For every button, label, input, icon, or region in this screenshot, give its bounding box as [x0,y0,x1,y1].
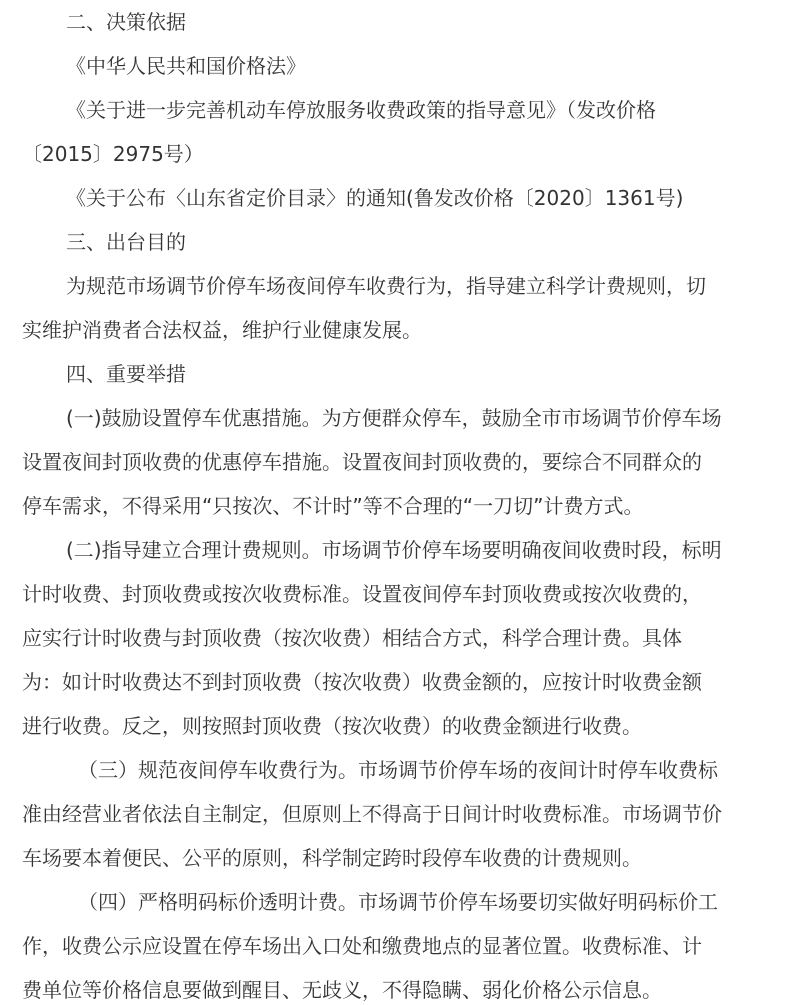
measure-three-line: （三）规范夜间停车收费行为。市场调节价停车场的夜间计时停车收费标 [78,758,718,782]
reference-parking-guidance-number: 〔2015〕2975号） [22,142,204,166]
section-heading-measures: 四、重要举措 [66,362,186,386]
measure-two-line: 应实行计时收费与封顶收费（按次收费）相结合方式，科学合理计费。具体 [22,626,682,650]
measure-two-line: 进行收费。反之，则按照封顶收费（按次收费）的收费金额进行收费。 [22,714,642,738]
measure-four-line: 费单位等价格信息要做到醒目、无歧义，不得隐瞒、弱化价格公示信息。 [22,978,662,1002]
measure-one-line: 停车需求，不得采用“只按次、不计时”等不合理的“一刀切”计费方式。 [22,494,644,518]
measure-three-line: 车场要本着便民、公平的原则，科学制定跨时段停车收费的计费规则。 [22,846,642,870]
reference-shandong-catalog: 《关于公布〈山东省定价目录〉的通知(鲁发改价格〔2020〕1361号) [66,186,684,210]
purpose-paragraph-line: 为规范市场调节价停车场夜间停车收费行为，指导建立科学计费规则，切 [66,274,706,298]
measure-three-line: 准由经营业者依法自主制定，但原则上不得高于日间计时收费标准。市场调节价 [22,802,722,826]
measure-two-line: 为：如计时收费达不到封顶收费（按次收费）收费金额的，应按计时收费金额 [22,670,702,694]
section-heading-purpose: 三、出台目的 [66,230,186,254]
purpose-paragraph-line: 实维护消费者合法权益，维护行业健康发展。 [22,318,422,342]
measure-four-line: 作，收费公示应设置在停车场出入口处和缴费地点的显著位置。收费标准、计 [22,934,702,958]
measure-one-line: 设置夜间封顶收费的优惠停车措施。设置夜间封顶收费的，要综合不同群众的 [22,450,702,474]
measure-one-line: (一)鼓励设置停车优惠措施。为方便群众停车，鼓励全市市场调节价停车场 [66,406,722,430]
measure-four-line: （四）严格明码标价透明计费。市场调节价停车场要切实做好明码标价工 [78,890,718,914]
reference-parking-guidance: 《关于进一步完善机动车停放服务收费政策的指导意见》（发改价格 [66,98,656,122]
measure-two-line: 计时收费、封顶收费或按次收费标准。设置夜间停车封顶收费或按次收费的， [22,582,702,606]
measure-two-line: (二)指导建立合理计费规则。市场调节价停车场要明确夜间收费时段，标明 [66,538,722,562]
reference-price-law: 《中华人民共和国价格法》 [66,54,306,78]
section-heading-basis: 二、决策依据 [66,10,186,34]
